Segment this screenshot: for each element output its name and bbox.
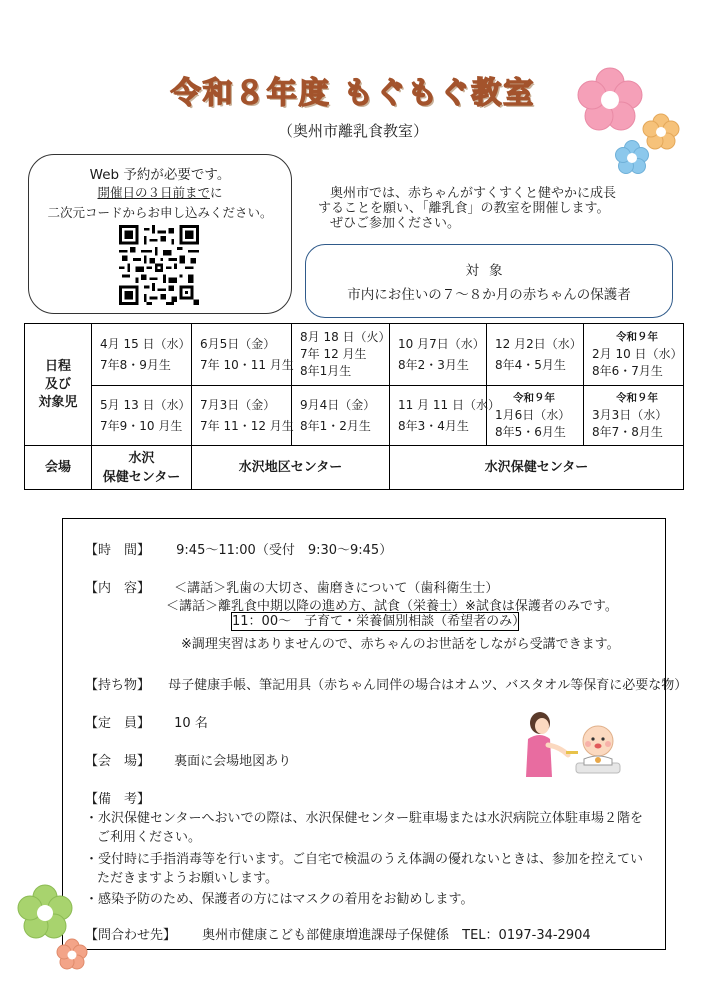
session-cell bbox=[92, 386, 192, 446]
venue-1-line: 保健センター bbox=[102, 469, 181, 485]
venue-1-line: 水沢 bbox=[128, 450, 155, 466]
session-date: 3月3日（水） bbox=[592, 408, 668, 422]
session-cell bbox=[192, 324, 292, 386]
consultation-box: 11：00～ 子育て・栄養個別相談（希望者のみ） bbox=[232, 614, 526, 629]
intro-line-1: 奥州市では、赤ちゃんがすくすくと健やかに成長 bbox=[330, 186, 617, 201]
venue-info-row bbox=[85, 750, 291, 769]
session-cell bbox=[390, 386, 500, 446]
remarks-label: 【備 考】 bbox=[85, 792, 151, 807]
session-target: 7年 11・12 月生 bbox=[200, 418, 294, 433]
session-year: 令和９年 bbox=[616, 331, 658, 343]
items-label: 【持ち物】 bbox=[85, 678, 151, 693]
session-cell bbox=[584, 324, 684, 386]
flower-pink-icon bbox=[575, 66, 645, 136]
session-date: 10 月7日（水） bbox=[398, 336, 485, 351]
row-header-line: 及び bbox=[44, 376, 71, 392]
session-target: 8年6・7月生 bbox=[592, 364, 663, 378]
remark-3: ・感染予防のため、保護者の方にはマスクの着用をお勧めします。 bbox=[85, 892, 474, 907]
schedule-row-2 bbox=[25, 386, 684, 446]
row-header-line: 対象児 bbox=[38, 394, 78, 410]
target-heading: 対象 bbox=[465, 263, 513, 279]
session-target: 7年8・9月生 bbox=[100, 357, 171, 372]
items-row bbox=[85, 674, 687, 693]
session-date: 5月 13 日（水） bbox=[100, 397, 191, 412]
session-date: 11 月 11 日（水） bbox=[398, 397, 500, 412]
session-cell bbox=[584, 386, 684, 446]
flower-blue-icon bbox=[614, 140, 650, 176]
session-cell bbox=[292, 386, 390, 446]
contact-row bbox=[85, 924, 591, 943]
venue-3: 水沢保健センター bbox=[390, 446, 684, 490]
qr-code-icon[interactable] bbox=[119, 225, 199, 305]
web-booking-box bbox=[28, 154, 292, 314]
session-target: 7年 10・11 月生 bbox=[200, 357, 294, 372]
venue-info-label: 【会 場】 bbox=[85, 754, 151, 769]
session-date: 4月 15 日（水） bbox=[100, 336, 191, 351]
items-value: 母子健康手帳、筆記用具（赤ちゃん同伴の場合はオムツ、バスタオル等保育に必要な物） bbox=[168, 678, 688, 693]
session-cell bbox=[292, 324, 390, 386]
web-booking-required: Web 予約が必要です。 bbox=[89, 167, 231, 183]
session-target: 8年1月生 bbox=[300, 364, 352, 378]
schedule-row-1 bbox=[25, 324, 684, 386]
session-target: 8年3・4月生 bbox=[398, 418, 469, 433]
target-box bbox=[305, 244, 673, 318]
schedule-row-header bbox=[25, 324, 92, 446]
session-target: 8年2・3月生 bbox=[398, 357, 469, 372]
session-date: 8月 18 日（火） bbox=[300, 330, 391, 344]
capacity-row bbox=[85, 712, 208, 731]
session-date: 6月5日（金） bbox=[200, 336, 276, 351]
details-box bbox=[62, 518, 688, 950]
deadline-suffix: に bbox=[210, 185, 223, 200]
session-year: 令和９年 bbox=[513, 392, 555, 404]
session-cell bbox=[487, 386, 584, 446]
content-row bbox=[85, 577, 498, 596]
mother-feeding-baby-icon bbox=[518, 709, 628, 785]
session-date: 2月 10 日（水） bbox=[592, 347, 683, 361]
venue-info-value: 裏面に会場地図あり bbox=[174, 754, 292, 769]
venue-2: 水沢地区センター bbox=[192, 446, 390, 490]
target-text: 市内にお住いの７～８か月の赤ちゃんの保護者 bbox=[347, 287, 631, 303]
session-target: 8年7・8月生 bbox=[592, 425, 663, 439]
content-item-2: ＜講話＞離乳食中期以降の進め方、試食（栄養士）※試食は保護者のみです。 bbox=[166, 599, 618, 614]
web-booking-deadline bbox=[29, 183, 291, 201]
venue-header: 会場 bbox=[25, 446, 92, 490]
remark-1-line-2: ご利用ください。 bbox=[97, 830, 202, 845]
venue-1 bbox=[92, 446, 192, 490]
session-date: 9月4日（金） bbox=[300, 397, 376, 412]
capacity-value: 10 名 bbox=[174, 716, 208, 731]
intro-line-2: することを願い、「離乳食」の教室を開催します。 bbox=[318, 201, 610, 216]
intro-line-3: ぜひご参加ください。 bbox=[330, 216, 461, 231]
content-label: 【内 容】 bbox=[85, 581, 151, 596]
time-row bbox=[85, 539, 392, 558]
remark-2-line-2: ただきますようお願いします。 bbox=[97, 871, 278, 886]
row-header-line: 日程 bbox=[44, 358, 71, 374]
session-cell bbox=[192, 386, 292, 446]
session-cell bbox=[487, 324, 584, 386]
deadline-underlined: 開催日の３日前まで bbox=[97, 185, 210, 200]
flower-green-icon bbox=[16, 884, 74, 942]
session-date: 1月6日（水） bbox=[495, 408, 571, 422]
session-year: 令和９年 bbox=[616, 392, 658, 404]
session-cell bbox=[92, 324, 192, 386]
flower-coral-icon bbox=[55, 938, 89, 972]
intro-text bbox=[318, 186, 688, 231]
web-booking-instruction: 二次元コードからお申し込みください。 bbox=[47, 205, 273, 220]
session-target: 8年4・5月生 bbox=[495, 357, 566, 372]
session-target: 7年 12 月生 bbox=[300, 347, 367, 361]
page-subtitle: （奥州市離乳食教室） bbox=[277, 122, 428, 140]
session-cell bbox=[390, 324, 487, 386]
page-title: 令和８年度 もぐもぐ教室 bbox=[170, 76, 536, 111]
remark-2-line-1: ・受付時に手指消毒等を行います。ご自宅で検温のうえ体調の優れないときは、参加を控えてい bbox=[85, 852, 643, 867]
session-target: 7年9・10 月生 bbox=[100, 418, 183, 433]
content-note: ※調理実習はありませんので、赤ちゃんのお世話をしながら受講できます。 bbox=[181, 637, 620, 652]
schedule-table bbox=[24, 323, 684, 490]
session-date: 12 月2日（水） bbox=[495, 336, 582, 351]
time-value: 9:45～11:00（受付 9:30～9:45） bbox=[176, 543, 393, 558]
remark-1-line-1: ・水沢保健センターへおいでの際は、水沢保健センター駐車場または水沢病院立体駐車場２階を bbox=[85, 811, 643, 826]
contact-label: 【問合わせ先】 bbox=[85, 928, 177, 943]
content-item-1: ＜講話＞乳歯の大切さ、歯磨きについて（歯科衛生士） bbox=[174, 581, 499, 596]
session-target: 8年1・2月生 bbox=[300, 418, 371, 433]
venue-row bbox=[25, 446, 684, 490]
session-date: 7月3日（金） bbox=[200, 397, 276, 412]
contact-value: 奥州市健康こども部健康増進課母子保健係 TEL：0197-34-2904 bbox=[202, 928, 591, 943]
session-target: 8年5・6月生 bbox=[495, 425, 566, 439]
time-label: 【時 間】 bbox=[85, 543, 151, 558]
capacity-label: 【定 員】 bbox=[85, 716, 151, 731]
